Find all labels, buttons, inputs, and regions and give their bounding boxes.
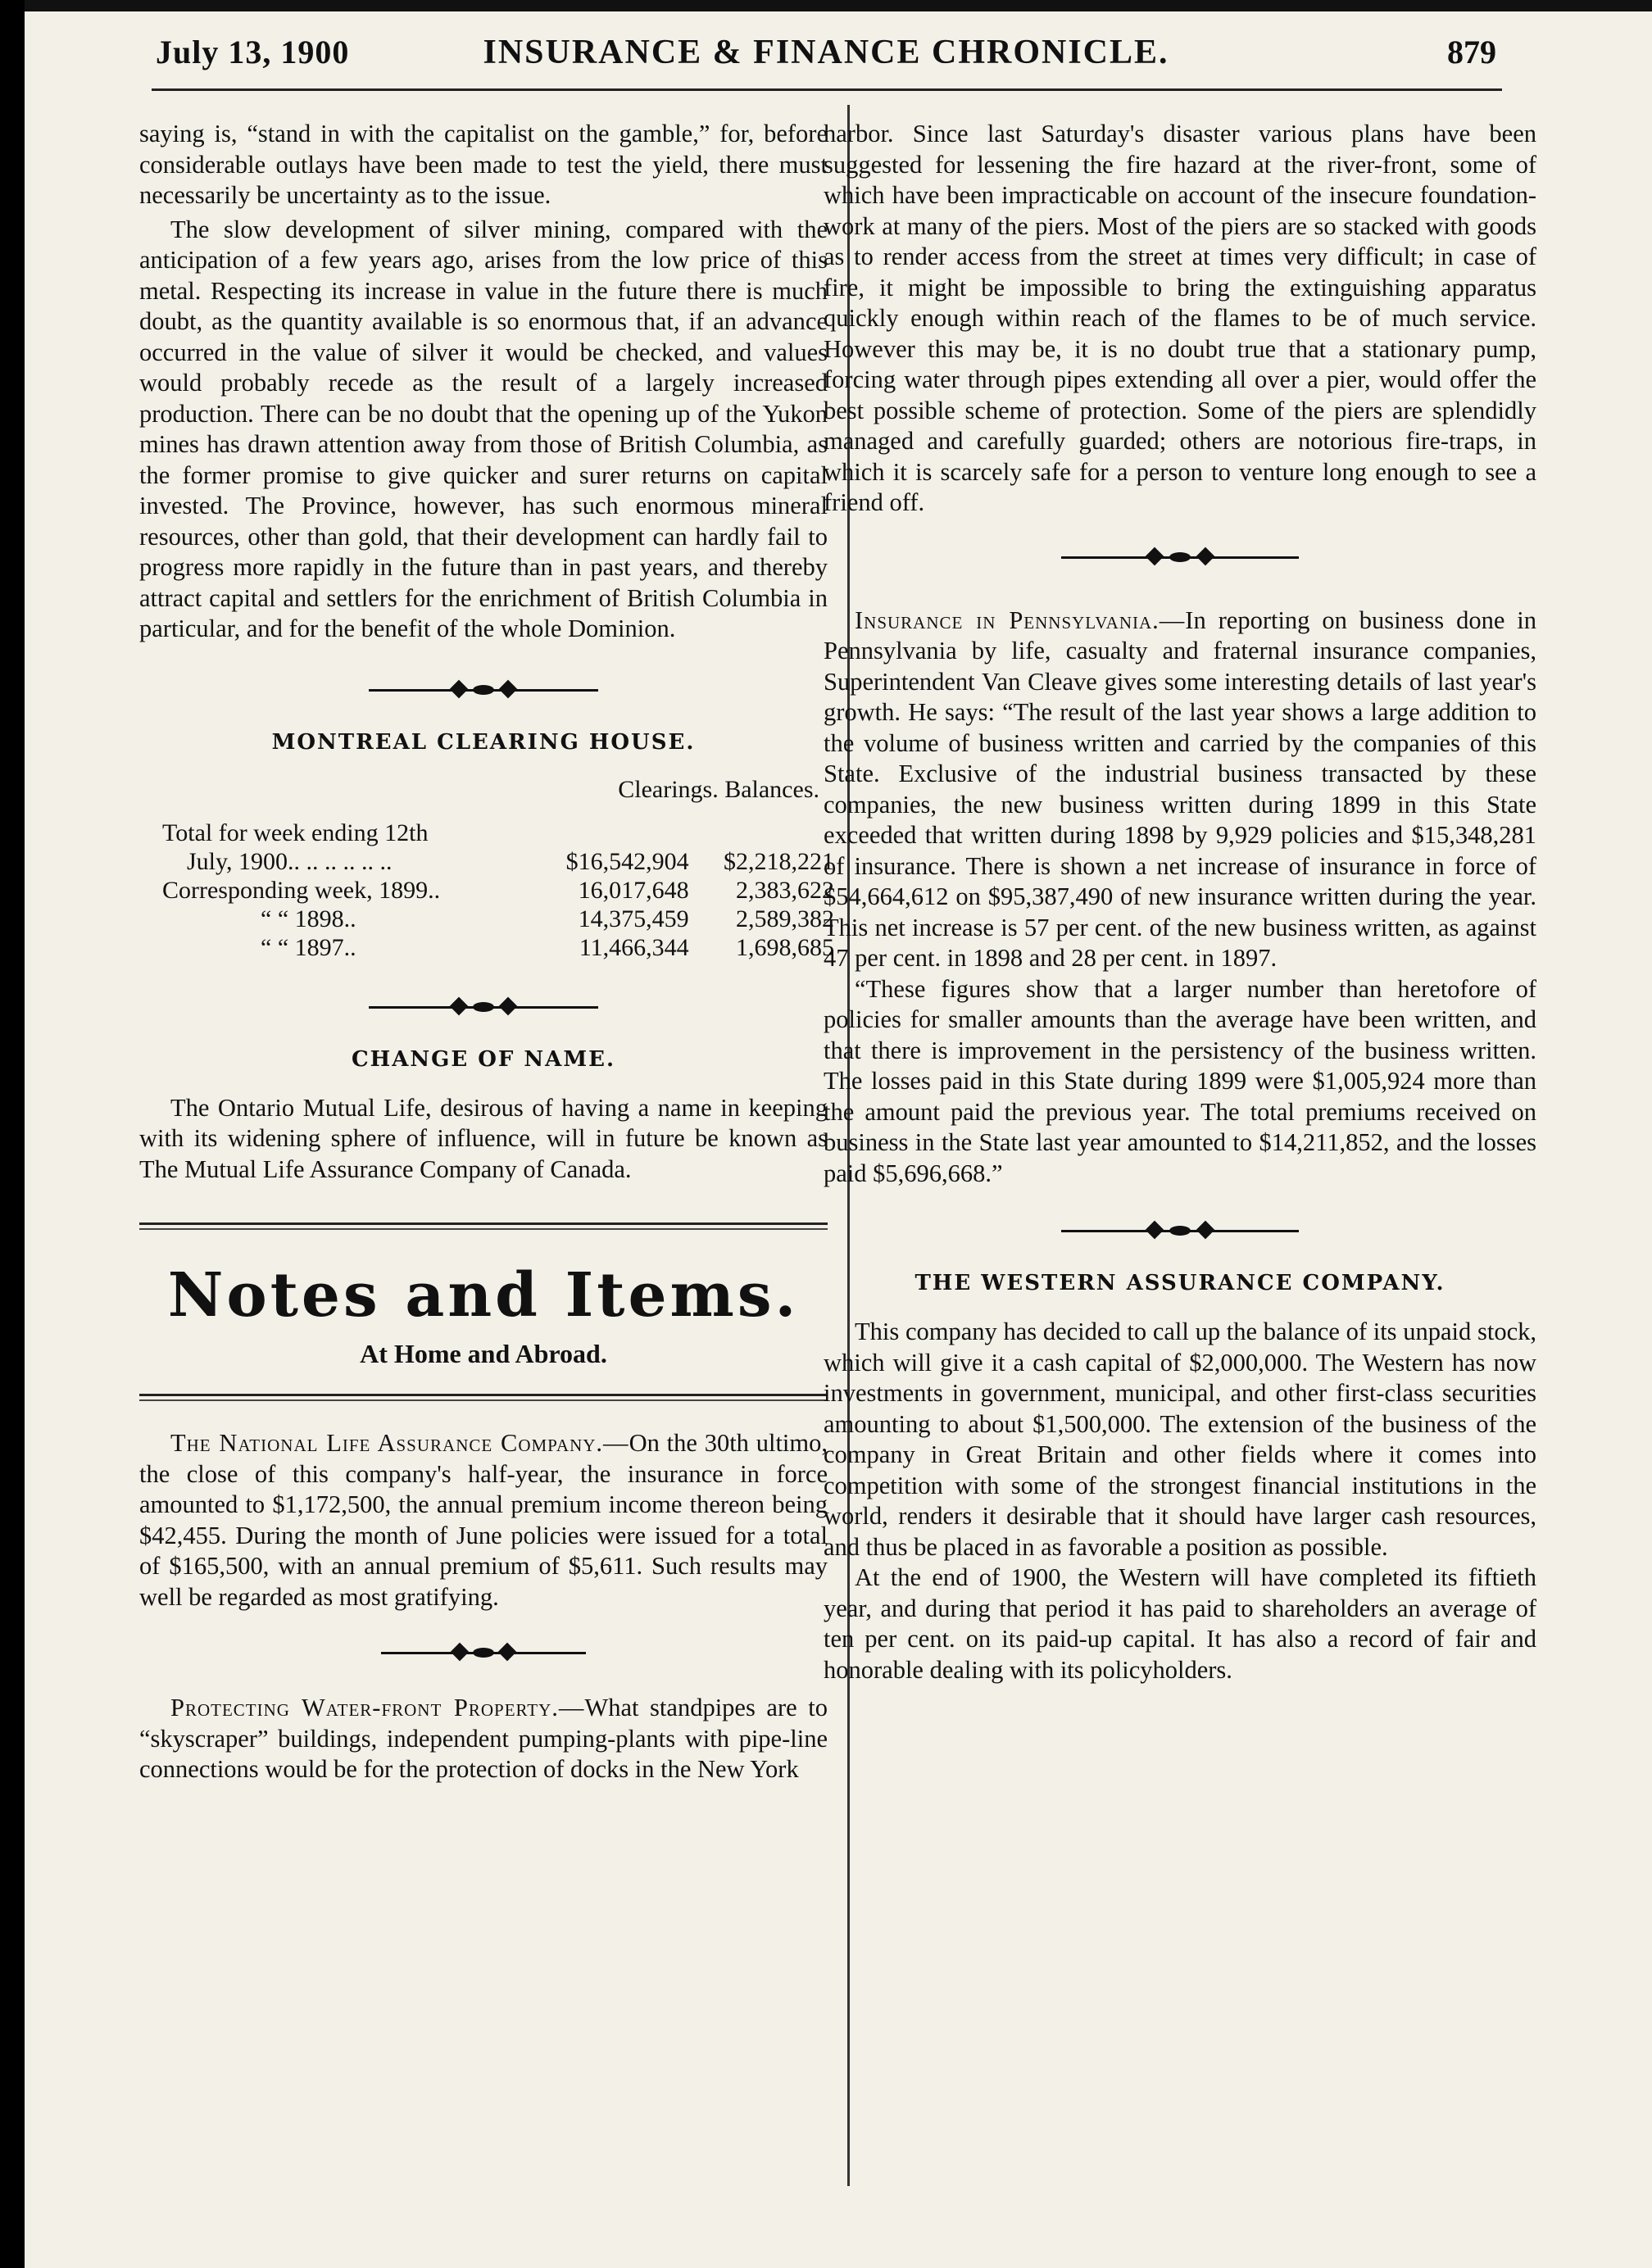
row-label: “ “ 1898.. [261,905,356,932]
national-life-body: On the 30th ultimo, the close of this company's half-year, the insurance in force amounted to $1,172,500, the annual premium income thereon being $42,455. During the month of June policies were issued for a total of $165,500, with an annual premium of $5,611. Such results may well be regarded as most gratifying. [139,1429,828,1611]
clearing-table [162,819,834,962]
table-row [162,847,834,876]
header-rule [152,88,1502,91]
scan-top-edge [0,0,1652,11]
balances-value: 1,698,685 [736,933,834,961]
clearings-value: $16,542,904 [565,847,689,875]
western-paragraph-2: At the end of 1900, the Western will have completed its fiftieth year, and during that period it has paid to shareholders an average of ten per cent. on its paid-up capital. It has also a record of fair and honorable dealing with its policyholders. [824,1563,1536,1684]
change-of-name-paragraph: The Ontario Mutual Life, desirous of having a name in keeping with its widening sphere of influence, will in future be known as The Mutual Life Assurance Company of Canada. [139,1093,828,1183]
table-row [162,819,834,847]
clearings-value: 14,375,459 [578,905,689,932]
water-front-paragraph [139,1693,828,1785]
western-assurance-title: THE WESTERN ASSURANCE COMPANY. [914,1271,1446,1295]
national-life-heading: The National Life Assurance Company.— [170,1429,629,1457]
ornament-divider [1061,1218,1299,1243]
ornament-divider [381,1640,586,1665]
balances-value: 2,589,382 [736,905,834,932]
right-column [824,119,1536,1685]
double-rule [139,1222,828,1232]
western-paragraph-1: This company has decided to call up the balance of its unpaid stock, which will give it a cash capital of $2,000,000. The Western has now investments in government, municipal, and other first-class securities amounting to about $1,500,000. The extension of the business of the company in Great Britain and other fields where it comes into competition with some of the strongest financial institutions in the world, renders it desirable that it should have larger cash resources, and thus be placed in as favorable a position as possible. [824,1318,1536,1561]
water-front-heading: Protecting Water-front Property.— [170,1694,585,1721]
scan-left-edge [0,0,25,2268]
water-front-body: What standpipes are to “skyscraper” buildings, independent pumping-plants with pipe-line connections would be for the protection of docks in the New York [139,1694,828,1783]
clearing-column-headers: Clearings. Balances. [618,775,819,803]
pennsylvania-body: In reporting on business done in Pennsylvania by life, casualty and fraternal insurance companies, Superintendent Van Cleave gives some interesting details of last year's growth. He says: “The result of the last year shows a large addition to the volume of business written and carried by the companies of this State. Exclusive of the industrial business transacted by these companies, the new business written during 1899 in this State exceeded that written during 1898 by 9,929 policies and $15,348,281 of insurance. There is shown a net increase of insurance in force of $54,664,612 on $95,387,490 of new insurance written during the year. This net increase is 57 per cent. of the new business written, as against 47 per cent. in 1898 and 28 per cent. in 1897. [824,606,1537,972]
balances-value [689,819,834,847]
table-row [162,876,834,905]
balances-value: 2,383,622 [736,876,834,904]
pennsylvania-paragraph-2: “These figures show that a larger number than heretofore of policies for smaller amounts than the average have been written, and that there is improvement in the persistency of the business written. The losses paid in this State during 1899 were $1,005,924 more than the amount paid the previous year. The total premiums received on business in the State last year amounted to $14,211,852, and the losses paid $5,696,668.” [824,974,1536,1187]
clearings-value: 16,017,648 [578,876,689,904]
double-rule [139,1394,828,1404]
table-row [162,933,834,962]
clearing-house-title: MONTREAL CLEARING HOUSE. [271,729,696,755]
pennsylvania-paragraph [824,606,1536,974]
ornament-divider [369,995,598,1019]
row-label: Total for week ending 12th [162,819,429,846]
notes-and-items-title: Notes and Items. [167,1260,800,1331]
row-label: “ “ 1897.. [261,933,356,961]
intro-paragraph: saying is, “stand in with the capitalist on the gamble,” for, before considerable outlays have been made to test the yield, there must necessarily be uncertainty as to the issue. [139,120,828,209]
ornament-divider [369,678,598,702]
change-of-name-title: CHANGE OF NAME. [351,1046,616,1072]
header-date: July 13, 1900 [156,34,350,70]
balances-value: $2,218,221 [724,847,834,875]
national-life-paragraph [139,1428,828,1613]
header-page-number: 879 [1447,34,1496,70]
notes-and-items-subtitle: At Home and Abroad. [360,1339,607,1368]
table-row [162,905,834,933]
clearings-value: 11,466,344 [579,933,689,961]
harbor-paragraph: harbor. Since last Saturday's disaster various plans have been suggested for lessening the fire hazard at the river-front, some of which have been impracticable on account of the insecure foundation-work at many of the piers. Most of the piers are so stacked with goods as to render access from the street at times very difficult; in case of fire, it might be impossible to bring the extinguishing apparatus quickly enough within reach of the flames to be of much service. However this may be, it is no doubt true that a stationary pump, forcing water through pipes extending all over a pier, would offer the best possible scheme of protection. Some of the piers are splendidly managed and carefully guarded; others are notorious fire-traps, in which it is scarcely safe for a person to venture long enough to see a friend off. [824,120,1536,516]
ornament-divider [1061,545,1299,569]
row-label: July, 1900.. .. .. .. .. .. [187,847,393,875]
header-title: INSURANCE & FINANCE CHRONICLE. [483,34,1169,71]
row-label: Corresponding week, 1899.. [162,876,441,904]
clearings-value [528,819,689,847]
pennsylvania-heading: Insurance in Pennsylvania.— [855,606,1186,634]
left-column [139,119,834,1785]
silver-paragraph: The slow development of silver mining, compared with the anticipation of a few years ago, arises from the low price of this metal. Respecting its increase in value in the future there is much doubt, as the quantity available is so enormous that, if an advance occurred in the value of silver it would be checked, and values would probably recede as the result of a largely increased production. There can be no doubt that the opening up of the Yukon mines has drawn attention away from those of British Columbia, as the former promise to give quicker and surer returns on capital invested. The Province, however, has such enormous mineral resources, other than gold, that their development can hardly fail to progress more rapidly in the future than in past years, and thereby attract capital and settlers for the enrichment of British Columbia in particular, and for the benefit of the whole Dominion. [139,215,828,642]
